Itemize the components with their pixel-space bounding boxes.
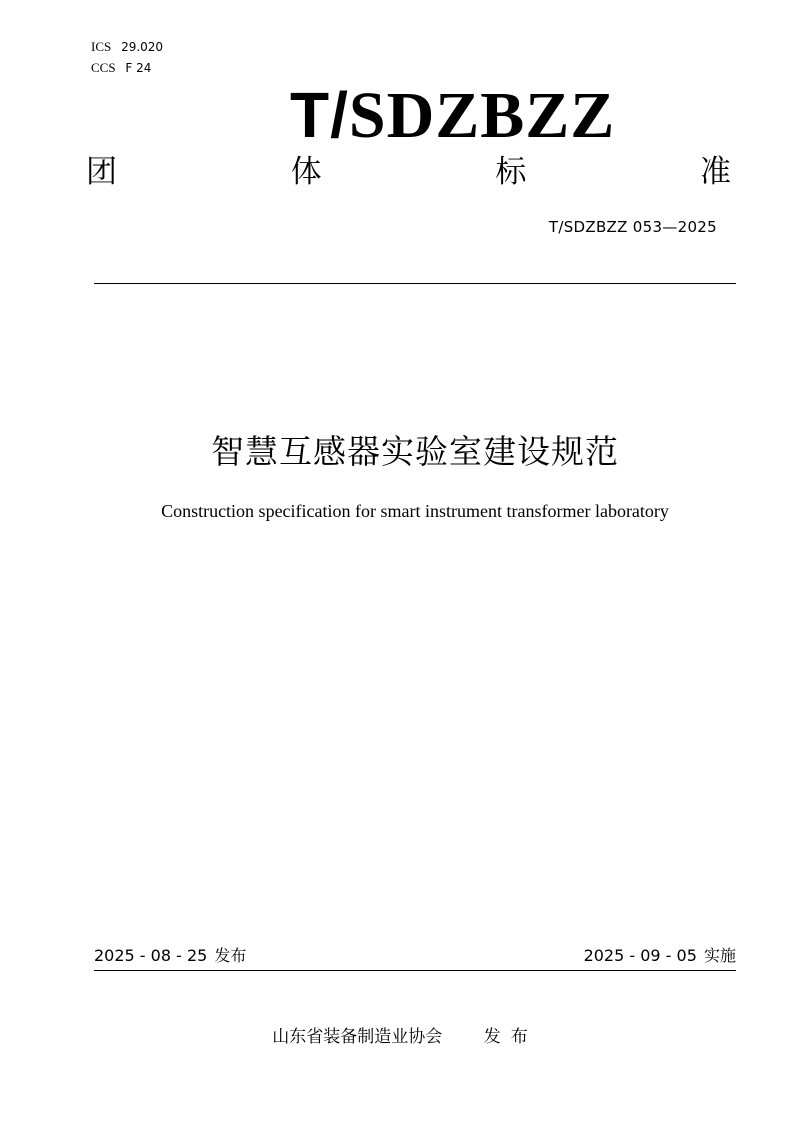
ccs-classification (91, 61, 151, 75)
organization-code-logo (290, 80, 710, 151)
document-title-chinese: 智慧互感器实验室建设规范 (211, 432, 619, 471)
standard-type-char: 团 (86, 154, 117, 190)
standard-type-char: 标 (495, 154, 527, 190)
issue-date-label: 发布 (214, 946, 247, 965)
ccs-value: F 24 (125, 61, 152, 75)
implementation-date-label: 实施 (703, 946, 736, 965)
header-divider (94, 283, 736, 284)
implementation-date-value: 2025 - 09 - 05 (583, 946, 697, 965)
ics-label: ICS (91, 39, 112, 54)
publish-action: 发布 (483, 1027, 538, 1047)
org-code-prefix: T/ (290, 79, 349, 151)
standard-number: T/SDZBZZ 053—2025 (548, 218, 717, 236)
ics-classification (91, 40, 163, 54)
standard-type-char: 体 (290, 154, 322, 190)
issue-date-value: 2025 - 08 - 25 (94, 946, 208, 965)
standard-type-heading (86, 150, 731, 194)
implementation-date (584, 945, 736, 967)
issue-date (94, 945, 246, 967)
publisher-name: 山东省装备制造业协会 (272, 1027, 443, 1047)
standard-type-char: 准 (699, 154, 731, 190)
org-code-body: SDZBZZ (348, 79, 616, 152)
ics-value: 29.020 (121, 40, 164, 54)
document-title-english: Construction specification for smart instrument transformer laboratory (161, 501, 669, 521)
footer-divider (94, 970, 736, 971)
publisher-line (0, 1025, 793, 1049)
ccs-label: CCS (91, 60, 116, 75)
